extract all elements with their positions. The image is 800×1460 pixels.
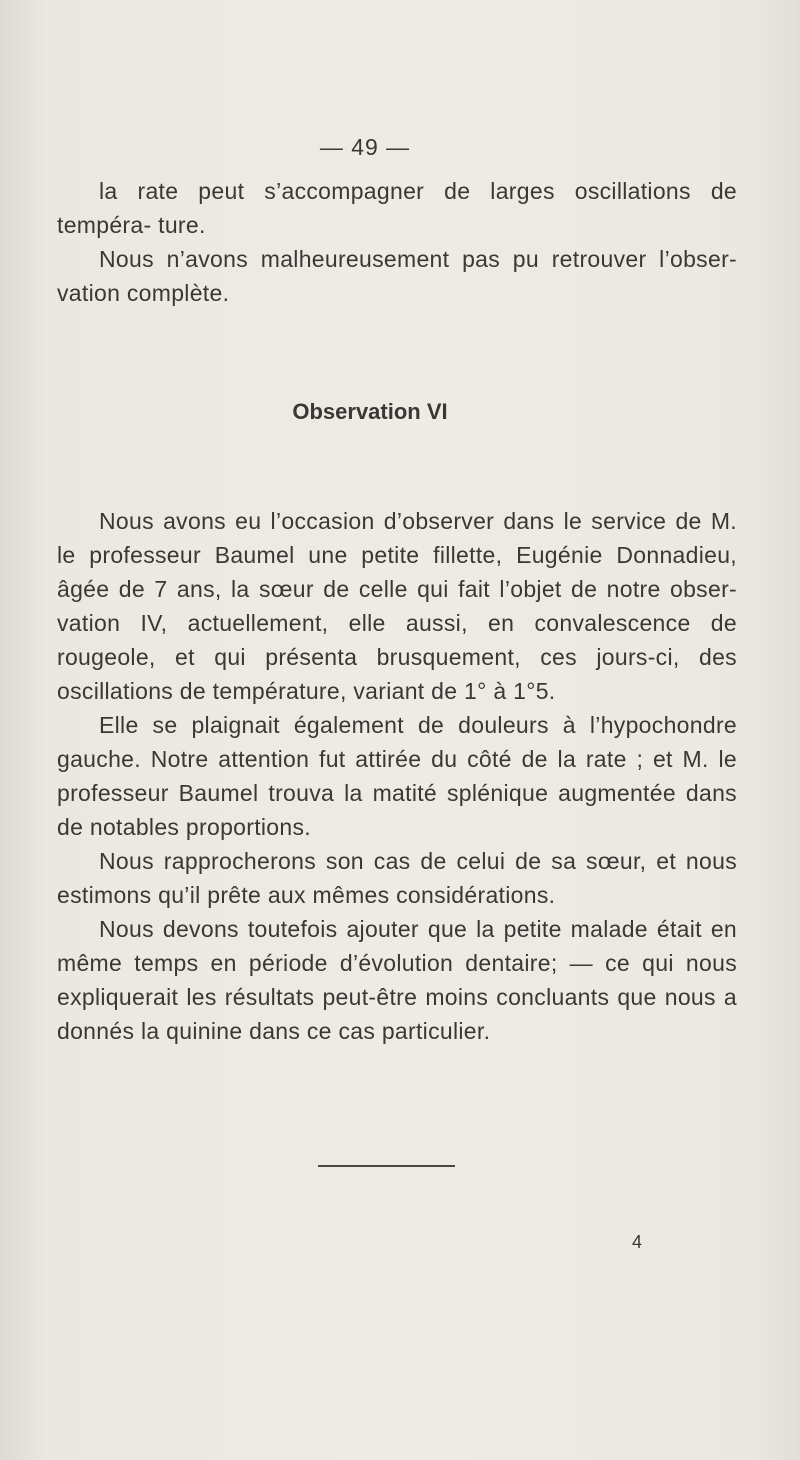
paragraph: Elle se plaignait également de douleurs à l’hypochondre gauche. Notre attention fut attirée du côté de la rate ; et M. le professeur Baumel trouva la matité splénique augmentée dans de notables proportions. [57, 712, 737, 840]
section-heading: Observation VI [292, 399, 448, 424]
signature-mark: 4 [632, 1232, 643, 1252]
intro-text [57, 174, 737, 310]
paragraph: Nous rapprocherons son cas de celui de sa sœur, et nous estimons qu’il prête aux mêmes considérations. [57, 848, 737, 908]
paragraph: Nous n’avons malheureusement pas pu retrouver l’obser- vation complète. [57, 246, 737, 306]
page-number: — 49 — [319, 134, 411, 160]
end-rule [318, 1165, 455, 1167]
paragraph: Nous devons toutefois ajouter que la petite malade était en même temps en période d’évolution dentaire; — ce qui nous expliquerait les résultats peut-être moins concluants que nous a donnés la quinine dans ce cas particulier. [57, 916, 737, 1044]
observation-text [57, 504, 737, 1048]
paragraph: Nous avons eu l’occasion d’observer dans le service de M. le professeur Baumel une petite fillette, Eugénie Donnadieu, âgée de 7 ans, la sœur de celle qui fait l’objet de notre obser- vation IV, actuellement, elle aussi, en convalescence de rougeole, et qui présenta brusquement, ces jours-ci, des oscillations de température, variant de 1° à 1°5. [57, 508, 737, 704]
paragraph: la rate peut s’accompagner de larges oscillations de tempéra- ture. [57, 178, 737, 238]
